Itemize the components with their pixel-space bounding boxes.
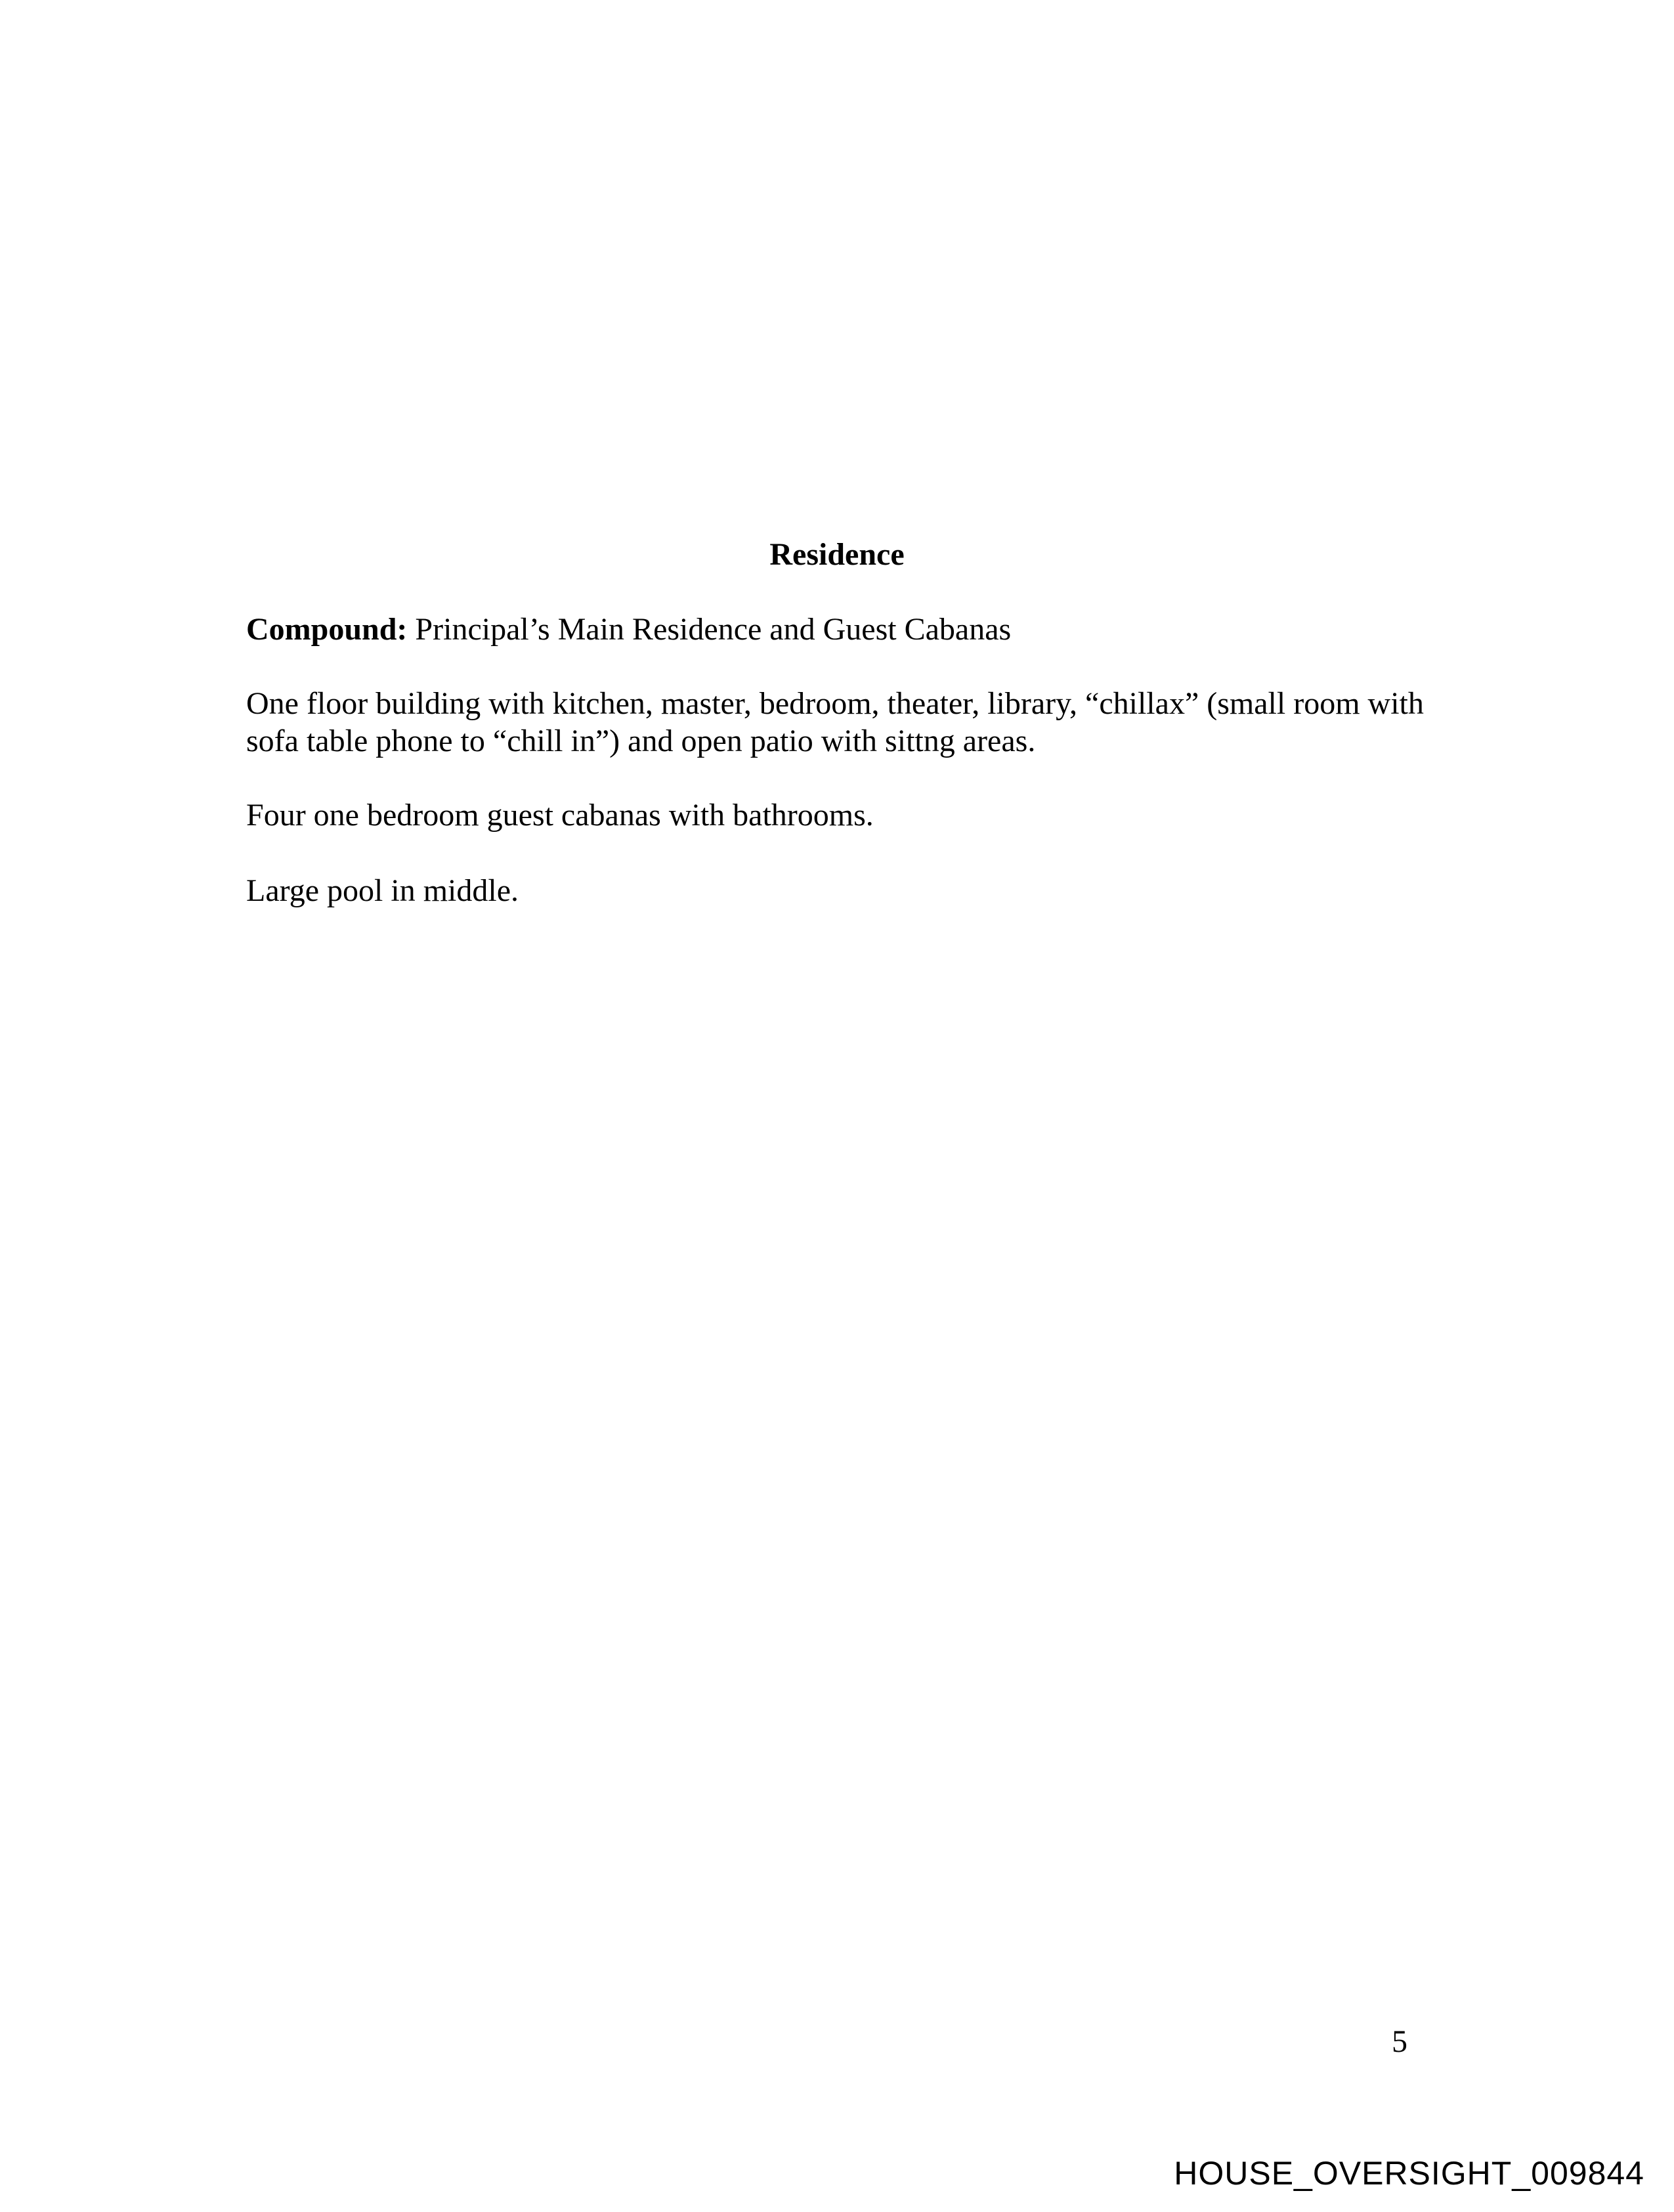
page-number: 5: [1392, 2024, 1407, 2059]
compound-text: Principal’s Main Residence and Guest Cabanas: [407, 612, 1012, 647]
compound-line: [246, 611, 1441, 648]
section-heading: Residence: [769, 537, 905, 572]
bates-number: HOUSE_OVERSIGHT_009844: [1174, 2155, 1644, 2192]
paragraph-main-building: One floor building with kitchen, master, bedroom, theater, library, “chillax” (small room with sofa table phone to “chill in”) and open patio with sittng areas.: [246, 686, 1424, 758]
paragraph-guest-cabanas: Four one bedroom guest cabanas with bathrooms.: [246, 798, 874, 833]
compound-label: Compound:: [246, 612, 408, 647]
paragraph-pool: Large pool in middle.: [246, 873, 519, 908]
